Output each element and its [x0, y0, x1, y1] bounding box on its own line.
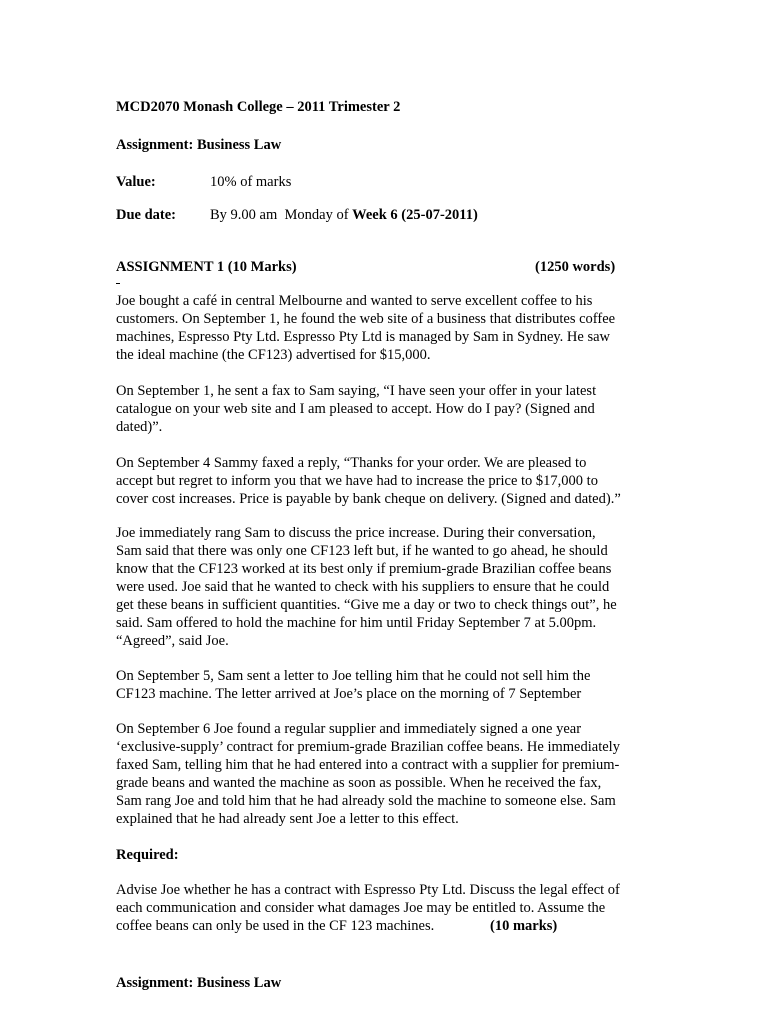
paragraph-line: Joe bought a café in central Melbourne and wanted to serve excellent coffee to his: [116, 293, 593, 309]
paragraph-1: [116, 292, 656, 364]
due-date-label: Due date:: [116, 207, 177, 223]
required-heading: Required:: [116, 847, 179, 863]
stray-underscore: [116, 283, 120, 284]
due-date-week: Week 6 (25-07-2011): [352, 207, 478, 223]
course-line: MCD2070 Monash College – 2011 Trimester 2: [116, 99, 401, 115]
paragraph-line: ‘exclusive-supply’ contract for premium-grade Brazilian coffee beans. He immediately: [116, 739, 620, 755]
required-text: [116, 881, 656, 935]
paragraph-line: dated)”.: [116, 419, 163, 435]
assignment-value: Business Law: [196, 137, 282, 153]
required-marks: (10 marks): [490, 918, 558, 934]
paragraph-line: get these beans in sufficient quantities. “Give me a day or two to check things out”, he: [116, 597, 617, 613]
paragraph-line: the ideal machine (the CF123) advertised for $15,000.: [116, 347, 431, 363]
paragraph-line: Sam said that there was only one CF123 left but, if he wanted to go ahead, he should: [116, 543, 608, 559]
paragraph-line: CF123 machine. The letter arrived at Joe’s place on the morning of 7 September: [116, 686, 582, 702]
paragraph-line: each communication and consider what damages Joe may be entitled to. Assume the: [116, 900, 606, 916]
due-date-prefix: By 9.00 am Monday of: [210, 207, 353, 223]
footer-assignment-row: [116, 974, 281, 992]
paragraph-line: grade beans and wanted the machine as soon as possible. When he received the fax,: [116, 775, 602, 791]
paragraph-5: [116, 667, 656, 703]
paragraph-line: machines, Espresso Pty Ltd. Espresso Pty Ltd is managed by Sam in Sydney. He saw: [116, 329, 611, 345]
paragraph-4: [116, 524, 656, 650]
paragraph-line: “Agreed”, said Joe.: [116, 633, 229, 649]
paragraph-line: accept but regret to inform you that we have had to increase the price to $17,000 to: [116, 473, 598, 489]
value-row: [116, 173, 291, 191]
paragraph-line: On September 5, Sam sent a letter to Joe telling him that he could not sell him the: [116, 668, 591, 684]
paragraph-line: cover cost increases. Price is payable by bank cheque on delivery. (Signed and dated).”: [116, 491, 621, 507]
assignment-label: Assignment:: [116, 137, 194, 153]
assignment-1-title: ASSIGNMENT 1 (10 Marks): [116, 259, 297, 275]
paragraph-line: On September 1, he sent a fax to Sam saying, “I have seen your offer in your latest: [116, 383, 597, 399]
paragraph-line: On September 6 Joe found a regular supplier and immediately signed a one year: [116, 721, 582, 737]
value-label: Value:: [116, 174, 156, 190]
paragraph-line: said. Sam offered to hold the machine for him until Friday September 7 at 5.00pm.: [116, 615, 597, 631]
word-count: (1250 words): [535, 259, 616, 275]
paragraph-line: On September 4 Sammy faxed a reply, “Thanks for your order. We are pleased to: [116, 455, 587, 471]
paragraph-line: coffee beans can only be used in the CF 123 machines.: [116, 918, 435, 934]
paragraph-line: catalogue on your web site and I am pleased to accept. How do I pay? (Signed and: [116, 401, 595, 417]
paragraph-6: [116, 720, 656, 828]
footer-assignment-value: Business Law: [196, 975, 282, 991]
paragraph-line: explained that he had already sent Joe a letter to this effect.: [116, 811, 459, 827]
footer-assignment-label: Assignment:: [116, 975, 194, 991]
paragraph-line: customers. On September 1, he found the web site of a business that distributes coffee: [116, 311, 616, 327]
paragraph-3: [116, 454, 656, 508]
paragraph-line: Joe immediately rang Sam to discuss the price increase. During their conversation,: [116, 525, 596, 541]
value-text: 10% of marks: [210, 174, 292, 190]
assignment-row: [116, 136, 281, 154]
paragraph-2: [116, 382, 656, 436]
paragraph-line: Sam rang Joe and told him that he had already sold the machine to someone else. Sam: [116, 793, 616, 809]
paragraph-line: faxed Sam, telling him that he had entered into a contract with a supplier for premium-: [116, 757, 620, 773]
paragraph-line: were used. Joe said that he wanted to check with his suppliers to ensure that he could: [116, 579, 610, 595]
paragraph-line: know that the CF123 worked at its best only if premium-grade Brazilian coffee beans: [116, 561, 612, 577]
due-date-row: [116, 206, 478, 224]
paragraph-line: Advise Joe whether he has a contract with Espresso Pty Ltd. Discuss the legal effect of: [116, 882, 620, 898]
